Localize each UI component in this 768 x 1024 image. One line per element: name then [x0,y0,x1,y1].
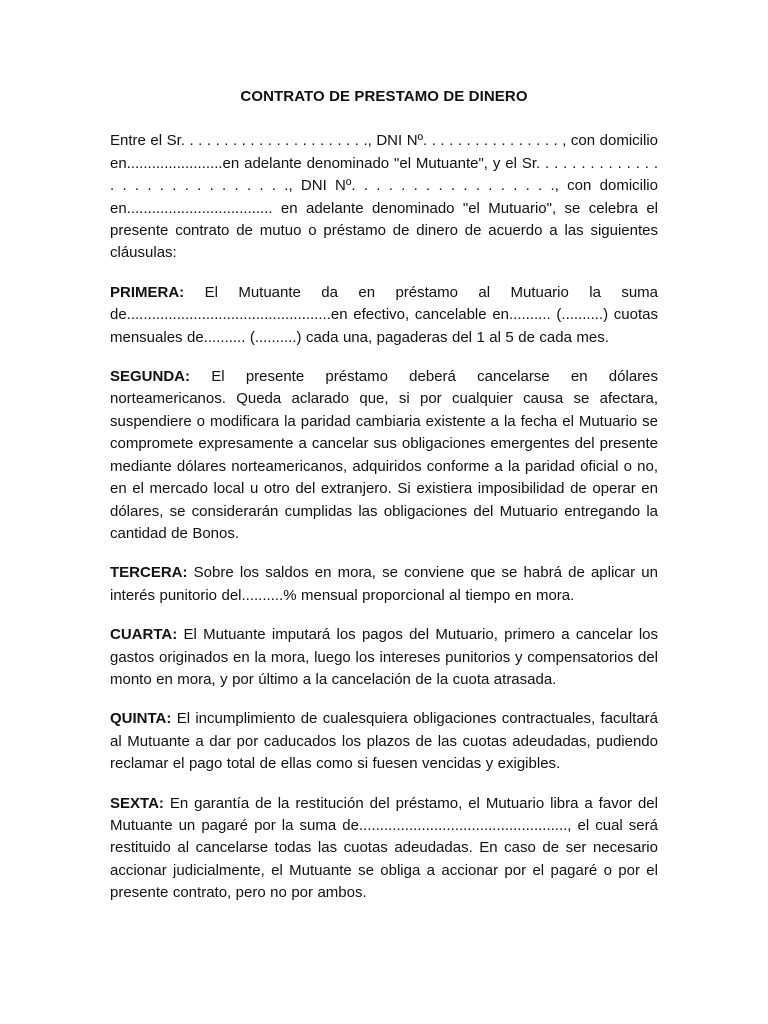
clause-label: SEGUNDA: [110,368,191,386]
clause-text: En garantía de la restitución del préstamo, el Mutuario libra a favor del Mutuante un pagaré por la suma de.................................................., el cual será restituido al cancelarse todas las cuotas adeudadas. En caso de ser necesario accionar judicialmente, el Mutuante se obliga a accionar por el pagaré o por el presente contrato, pero no por ambos. [110,794,658,902]
clause-label: PRIMERA: [110,283,185,301]
clause-label: QUINTA: [110,710,172,728]
clause-text: Sobre los saldos en mora, se conviene que se habrá de aplicar un interés punitorio del..........% mensual proporcional al tiempo en mora. [110,564,658,604]
clause-primera [110,282,658,349]
intro-paragraph: Entre el Sr. . . . . . . . . . . . . . . . . . . . . ., DNI Nº. . . . . . . . . . . . . . . . , con domicilio en.......................en adelante denominado "el Mutuante", y el Sr. . . . . . . . . . . . . . . . . . . . . . . . . . . . ., DNI Nº. . . . . . . . . . . . . . . . ., con domicilio en................................... en adelante denominado "el Mutuario", se celebra el presente contrato de mutuo o préstamo de dinero de acuerdo a las siguientes cláusulas: [110,132,658,262]
clause-label: SEXTA: [110,794,164,812]
clause-tercera [110,562,658,607]
clause-text: El Mutuante imputará los pagos del Mutuario, primero a cancelar los gastos originados en la mora, luego los intereses punitorios y compensatorios del monto en mora, y por último a la cancelación de la cuota atrasada. [110,626,658,688]
document-title: CONTRATO DE PRESTAMO DE DINERO [240,88,528,105]
clause-sexta [110,793,658,905]
clause-label: CUARTA: [110,626,178,644]
clause-cuarta [110,624,658,691]
clause-text: El presente préstamo deberá cancelarse en dólares norteamericanos. Queda aclarado que, si por cualquier causa se afectara, suspendiere o modificara la paridad cambiaria existente a la fecha el Mutuario se compromete expresamente a cancelar sus obligaciones emergentes del presente mediante dólares norteamericanos, adquiridos conforme a la paridad oficial o no, en el mercado local u otro del extranjero. Si existiera imposibilidad de operar en dólares, se considerarán cumplidas las obligaciones del Mutuario entregando la cantidad de Bonos. [110,368,658,542]
clause-text: El Mutuante da en préstamo al Mutuario la suma de.................................................en efectivo, cancelable en.......... (..........) cuotas mensuales de.......... (..........) cada una, pagaderas del 1 al 5 de cada mes. [110,283,658,346]
document-page [110,86,658,922]
clause-quinta [110,708,658,775]
clause-label: TERCERA: [110,564,188,582]
clause-segunda [110,366,658,545]
clause-text: El incumplimiento de cualesquiera obligaciones contractuales, facultará al Mutuante a dar por caducados los plazos de las cuotas adeudadas, pudiendo reclamar el pago total de ellas como si fuesen vencidas y exigibles. [110,710,658,773]
